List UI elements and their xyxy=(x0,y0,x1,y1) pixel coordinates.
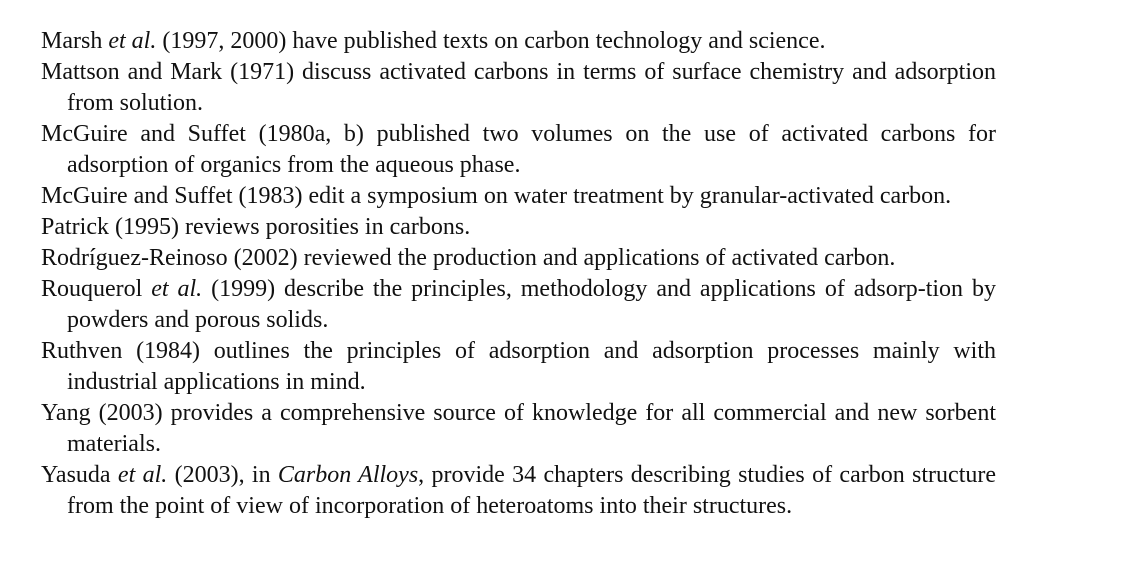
reference-entry-marsh xyxy=(41,26,996,57)
entry-author: Rouquerol xyxy=(41,276,143,302)
entry-text: (1999) describe the principles, methodology and applications of adsorp-tion by powders and porous solids. xyxy=(67,276,996,333)
reference-entry-rouquerol xyxy=(41,274,996,336)
reference-entry-yasuda xyxy=(41,460,996,522)
entry-author: Yasuda xyxy=(41,462,111,488)
entry-text: (1997, 2000) have published texts on carbon technology and science. xyxy=(156,28,826,54)
entry-text: , provide 34 chapters describing studies of carbon structure from the point of view of incorporation of heteroatoms into their structures. xyxy=(67,462,997,519)
entry-author: Marsh xyxy=(41,28,103,54)
reference-entry-ruthven: Ruthven (1984) outlines the principles of adsorption and adsorption processes mainly with industrial applications in mind. xyxy=(41,338,996,395)
entry-etal: et al. xyxy=(108,28,157,54)
entry-etal: et al. xyxy=(117,462,168,488)
reference-entry-patrick: Patrick (1995) reviews porosities in carbons. xyxy=(41,214,471,240)
reference-entry-mcguire-suffet-1980: McGuire and Suffet (1980a, b) published two volumes on the use of activated carbons for adsorption of organics from the aqueous phase. xyxy=(41,121,996,178)
reference-list xyxy=(41,26,996,522)
entry-etal: et al. xyxy=(151,276,203,302)
reference-entry-mattson-mark: Mattson and Mark (1971) discuss activated carbons in terms of surface chemistry and adsorption from solution. xyxy=(41,59,996,116)
reference-entry-mcguire-suffet-1983: McGuire and Suffet (1983) edit a symposium on water treatment by granular-activated carbon. xyxy=(41,183,952,209)
entry-text: (2003), in xyxy=(167,462,278,488)
reference-entry-yang: Yang (2003) provides a comprehensive source of knowledge for all commercial and new sorbent materials. xyxy=(41,400,996,457)
reference-entry-rodriguez-reinoso: Rodríguez-Reinoso (2002) reviewed the production and applications of activated carbon. xyxy=(41,245,896,271)
entry-book-title: Carbon Alloys xyxy=(277,462,419,488)
